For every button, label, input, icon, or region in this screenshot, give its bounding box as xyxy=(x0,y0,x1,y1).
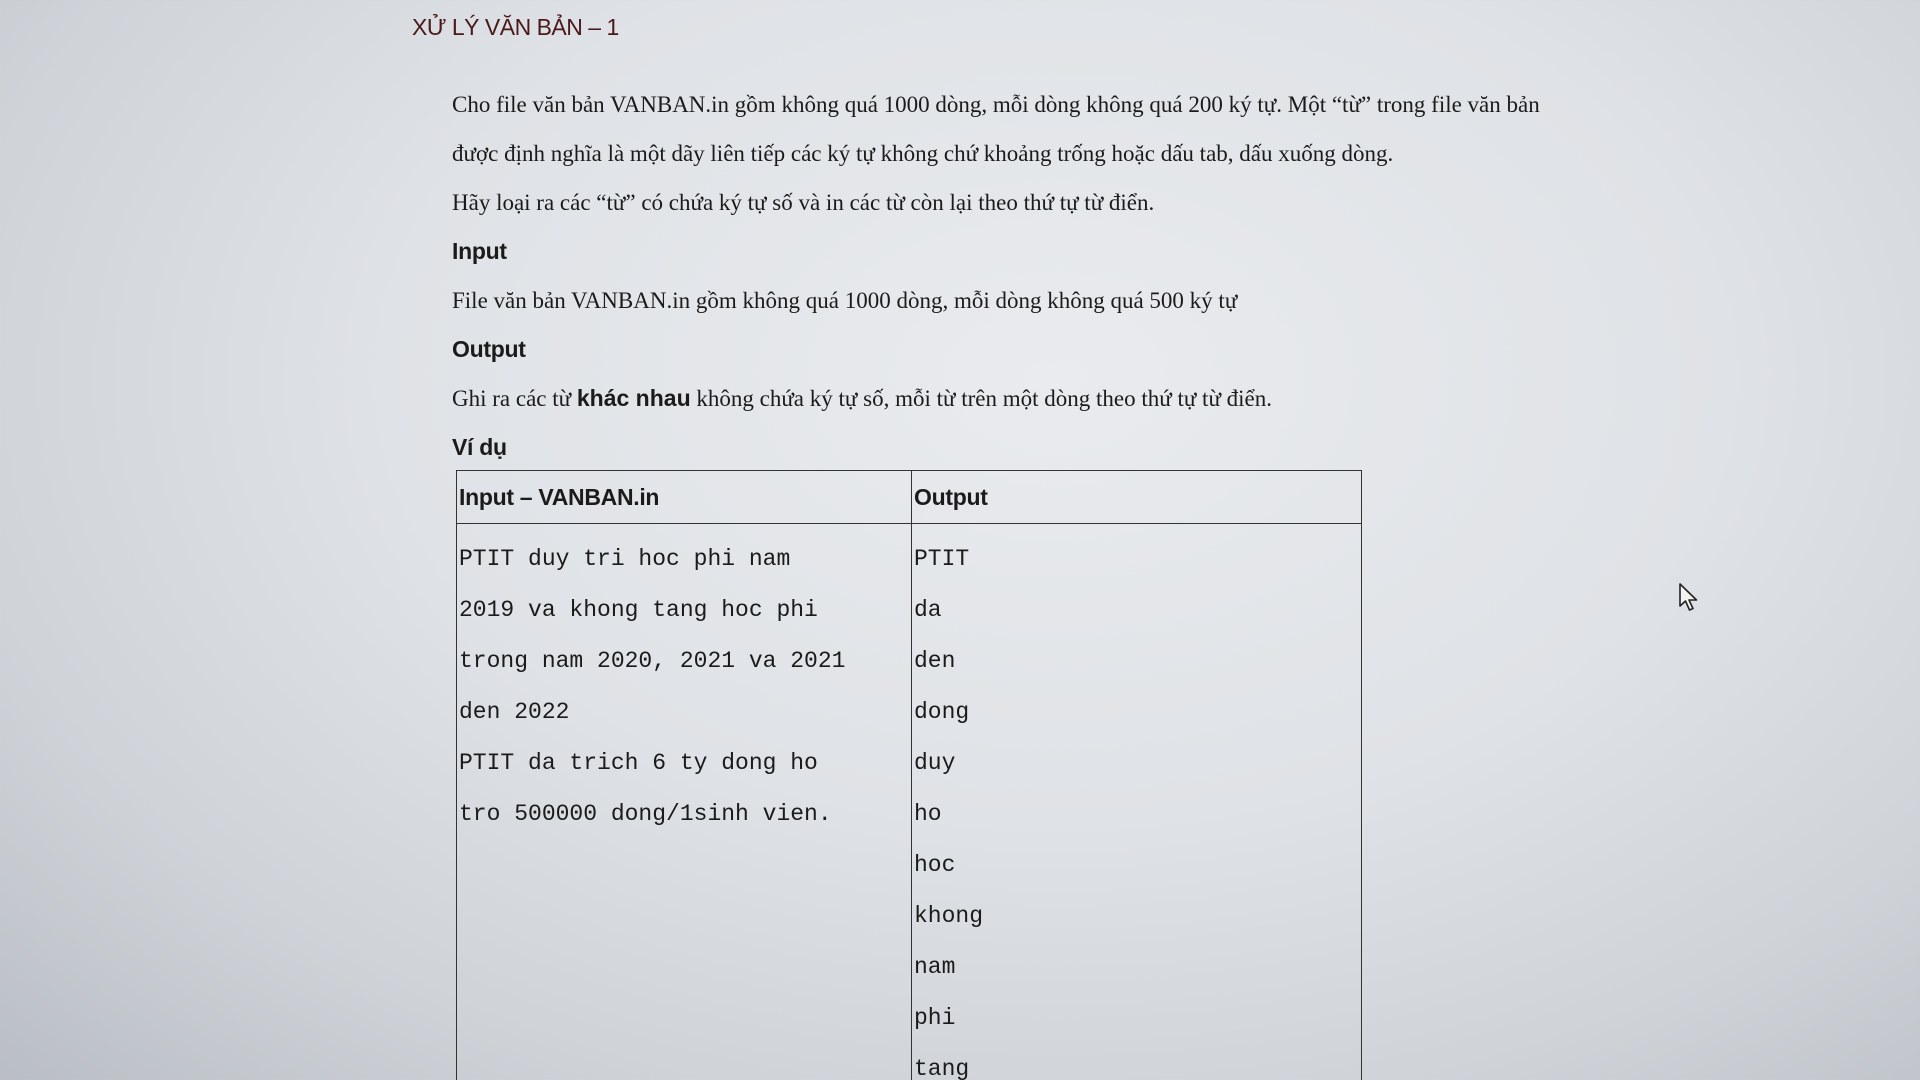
input-line: den 2022 xyxy=(459,699,570,725)
input-line: trong nam 2020, 2021 va 2021 xyxy=(459,648,846,674)
output-text-suffix: không chứa ký tự số, mỗi từ trên một dòng theo thứ tự từ điển. xyxy=(696,386,1273,411)
output-line: ho xyxy=(914,801,942,827)
example-table xyxy=(456,470,1362,1080)
output-line: da xyxy=(914,597,942,623)
output-text-emphasis: khác nhau xyxy=(576,385,691,411)
output-line: nam xyxy=(914,954,956,980)
input-description: File văn bản VANBAN.in gồm không quá 1000 dòng, mỗi dòng không quá 500 ký tự xyxy=(452,288,1238,313)
output-line: tang xyxy=(914,1056,970,1080)
input-column-header: Input – VANBAN.in xyxy=(457,471,912,524)
output-line: PTIT xyxy=(914,546,970,572)
table-row xyxy=(457,524,1362,1080)
input-cell xyxy=(457,524,912,1080)
output-heading: Output xyxy=(452,336,526,362)
output-description xyxy=(452,374,1702,423)
input-line: tro 500000 dong/1sinh vien. xyxy=(459,801,832,827)
table-header-row xyxy=(457,471,1362,524)
mouse-pointer-icon xyxy=(1678,582,1700,617)
description-line-2: được định nghĩa là một dãy liên tiếp các ký tự không chứ khoảng trống hoặc dấu tab, dấu xuống dòng. xyxy=(452,141,1394,166)
output-cell xyxy=(912,524,1362,1080)
input-heading: Input xyxy=(452,238,507,264)
input-line: PTIT da trich 6 ty dong ho xyxy=(459,750,818,776)
description-line-3: Hãy loại ra các “từ” có chứa ký tự số và in các từ còn lại theo thứ tự từ điển. xyxy=(452,190,1155,215)
output-line: dong xyxy=(914,699,970,725)
example-heading: Ví dụ xyxy=(452,434,507,460)
output-column-header: Output xyxy=(912,471,1362,524)
output-line: phi xyxy=(914,1005,956,1031)
input-line: 2019 va khong tang hoc phi xyxy=(459,597,818,623)
output-line: den xyxy=(914,648,956,674)
input-line: PTIT duy tri hoc phi nam xyxy=(459,546,791,572)
problem-statement xyxy=(452,80,1702,472)
output-line: duy xyxy=(914,750,956,776)
output-line: khong xyxy=(914,903,984,929)
page-title: XỬ LÝ VĂN BẢN – 1 xyxy=(412,14,619,40)
output-line: hoc xyxy=(914,852,956,878)
output-text-prefix: Ghi ra các từ xyxy=(452,386,572,411)
description-line-1: Cho file văn bản VANBAN.in gồm không quá 1000 dòng, mỗi dòng không quá 200 ký tự. Một “từ” trong file văn bản xyxy=(452,92,1540,117)
